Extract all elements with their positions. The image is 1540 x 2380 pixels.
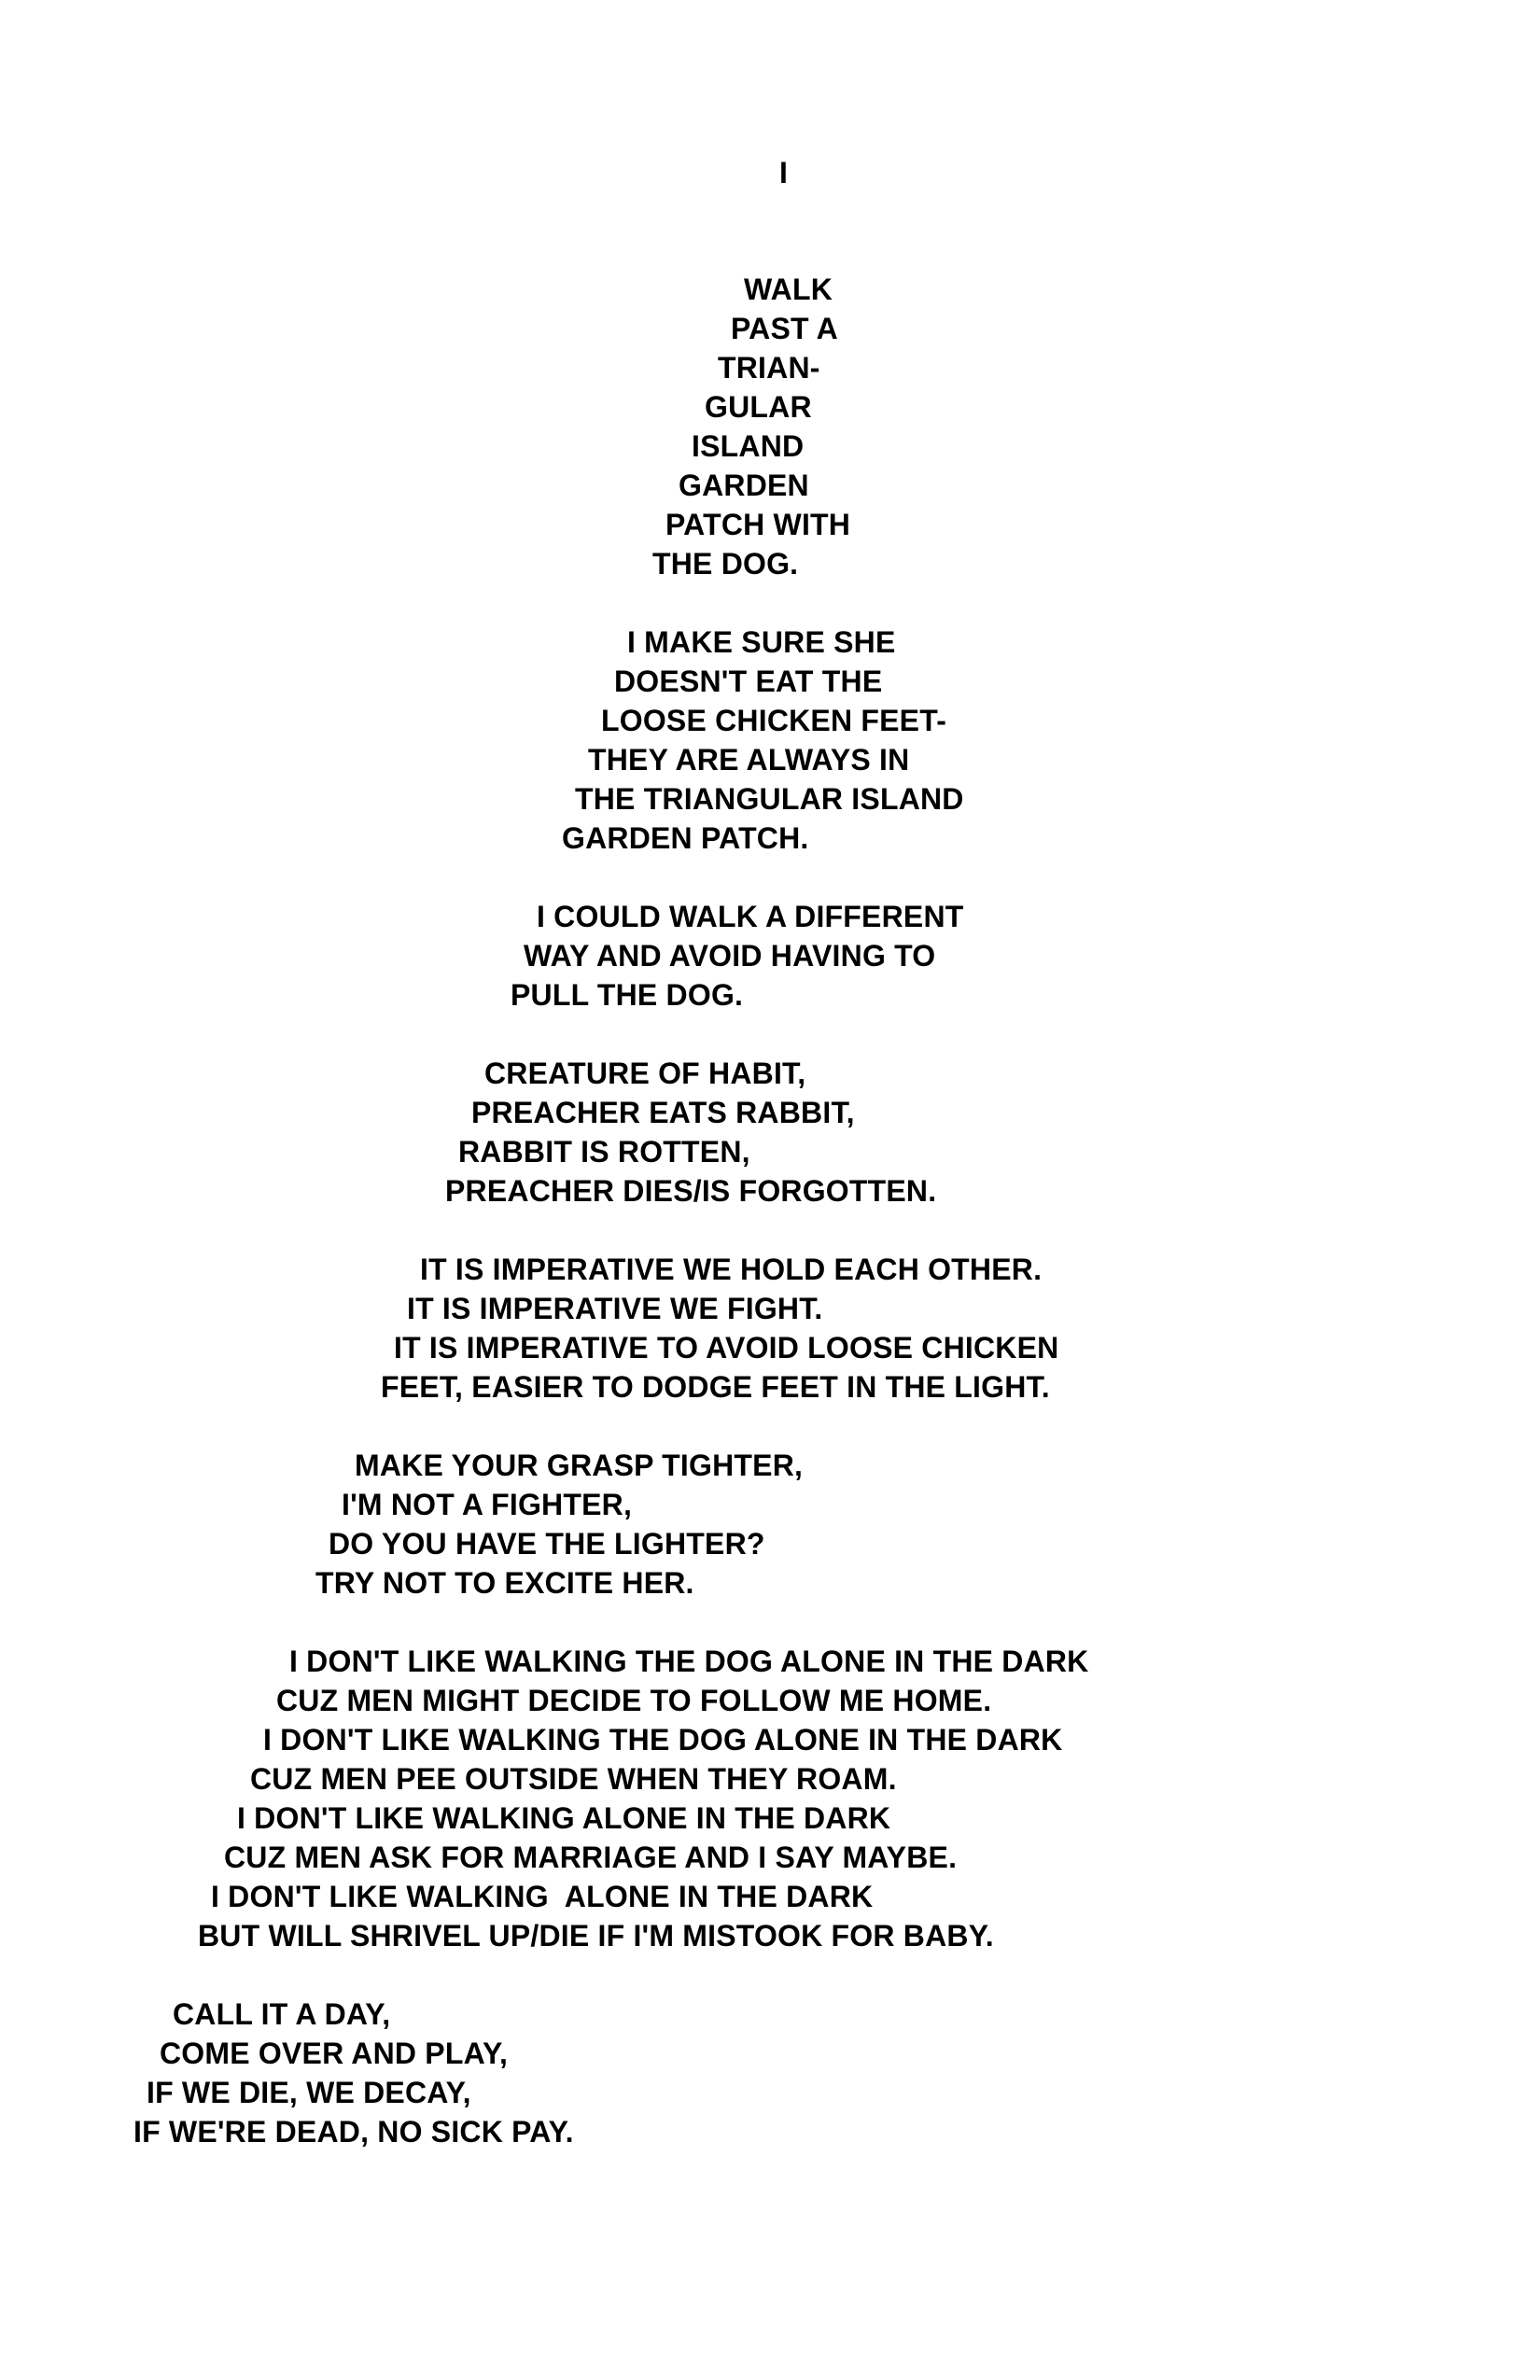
poem-line: GARDEN PATCH. bbox=[562, 821, 809, 855]
poem-line: MAKE YOUR GRASP TIGHTER, bbox=[355, 1449, 804, 1482]
poem-line: PREACHER EATS RABBIT, bbox=[471, 1096, 855, 1129]
poem-line: PULL THE DOG. bbox=[511, 978, 744, 1012]
poem-line: RABBIT IS ROTTEN, bbox=[458, 1135, 750, 1169]
poem-line: I bbox=[779, 156, 789, 189]
poem-line: WAY AND AVOID HAVING TO bbox=[524, 939, 936, 973]
poem-line: FEET, EASIER TO DODGE FEET IN THE LIGHT. bbox=[381, 1370, 1050, 1404]
poem-line: GARDEN bbox=[679, 469, 809, 502]
poem-line: I DON'T LIKE WALKING ALONE IN THE DARK bbox=[237, 1801, 891, 1835]
poem-line: PATCH WITH bbox=[665, 508, 851, 541]
poem-line: CREATURE OF HABIT, bbox=[484, 1057, 806, 1090]
poem-line: ISLAND bbox=[692, 429, 805, 463]
poem-line: I DON'T LIKE WALKING THE DOG ALONE IN THE DARK bbox=[289, 1645, 1089, 1678]
poem-line: IT IS IMPERATIVE WE FIGHT. bbox=[407, 1292, 823, 1325]
poem-line: DOESN'T EAT THE bbox=[614, 665, 883, 698]
poem-line: TRY NOT TO EXCITE HER. bbox=[315, 1566, 694, 1600]
poem-line: THEY ARE ALWAYS IN bbox=[588, 743, 910, 777]
poem-line: I DON'T LIKE WALKING ALONE IN THE DARK bbox=[211, 1880, 874, 1913]
poem-line: IF WE DIE, WE DECAY, bbox=[147, 2076, 471, 2109]
poem-line: I DON'T LIKE WALKING THE DOG ALONE IN THE DARK bbox=[263, 1723, 1063, 1757]
poem-line: I MAKE SURE SHE bbox=[627, 625, 896, 659]
poem-line: PREACHER DIES/IS FORGOTTEN. bbox=[445, 1174, 937, 1208]
poem-line: IT IS IMPERATIVE TO AVOID LOOSE CHICKEN bbox=[394, 1331, 1059, 1365]
poem-line: TRIAN- bbox=[718, 351, 820, 385]
poem-line: PAST A bbox=[731, 312, 838, 345]
poem-line: I COULD WALK A DIFFERENT bbox=[537, 900, 964, 933]
poem-line: GULAR bbox=[705, 390, 812, 424]
poem-line: CALL IT A DAY, bbox=[173, 1997, 391, 2031]
poem-line: CUZ MEN ASK FOR MARRIAGE AND I SAY MAYBE. bbox=[224, 1841, 958, 1874]
poem-line: WALK bbox=[744, 273, 833, 306]
poem-line: I'M NOT A FIGHTER, bbox=[342, 1488, 633, 1521]
poem-line: COME OVER AND PLAY, bbox=[160, 2037, 509, 2070]
poem-line: CUZ MEN PEE OUTSIDE WHEN THEY ROAM. bbox=[250, 1762, 897, 1796]
poem-line: THE DOG. bbox=[652, 547, 799, 581]
poem-line: DO YOU HAVE THE LIGHTER? bbox=[329, 1527, 765, 1561]
poem-line: LOOSE CHICKEN FEET- bbox=[601, 704, 947, 737]
poem-line: CUZ MEN MIGHT DECIDE TO FOLLOW ME HOME. bbox=[276, 1684, 992, 1717]
poem-line: BUT WILL SHRIVEL UP/DIE IF I'M MISTOOK FOR BABY. bbox=[198, 1919, 994, 1953]
poem-line: IT IS IMPERATIVE WE HOLD EACH OTHER. bbox=[420, 1253, 1043, 1286]
poem-line: IF WE'RE DEAD, NO SICK PAY. bbox=[133, 2115, 574, 2149]
poem-line: THE TRIANGULAR ISLAND bbox=[575, 782, 964, 816]
